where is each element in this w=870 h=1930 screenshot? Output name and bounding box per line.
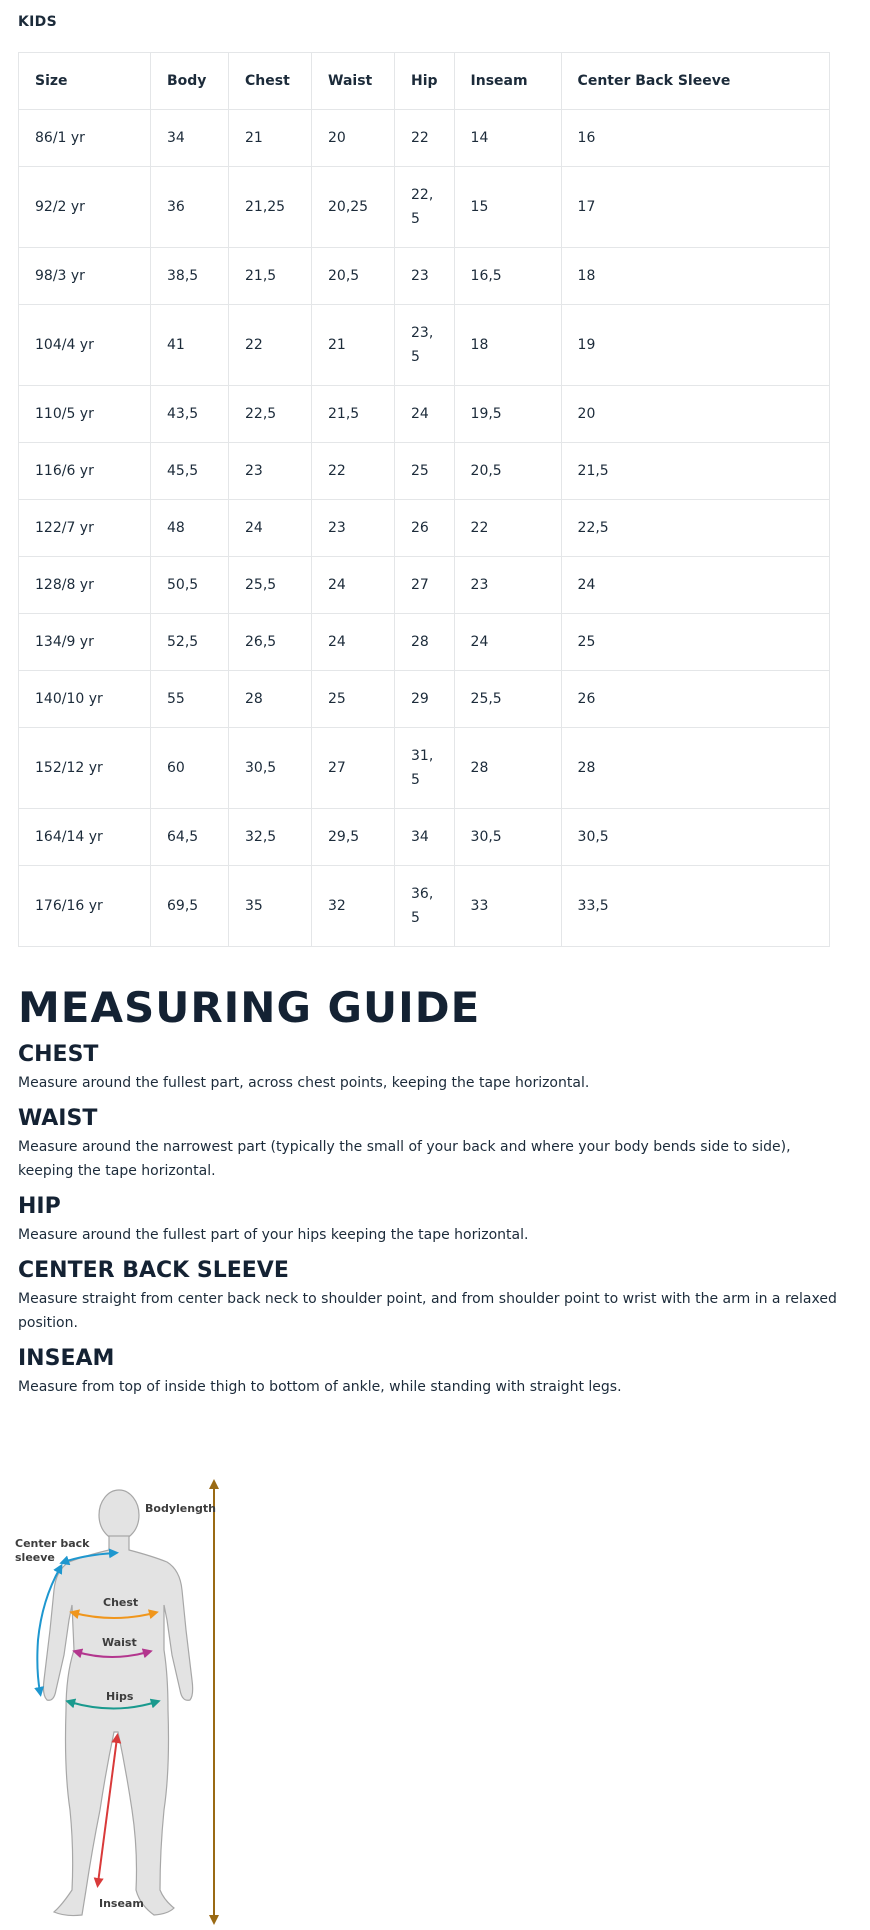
cell-body: 36: [151, 167, 229, 248]
cell-center-back-sleeve: 17: [561, 167, 829, 248]
cell-hip: 23: [395, 248, 455, 305]
cell-inseam: 14: [454, 110, 561, 167]
cell-chest: 23: [229, 443, 312, 500]
cell-body: 64,5: [151, 809, 229, 866]
cell-body: 38,5: [151, 248, 229, 305]
cell-size: 152/12 yr: [19, 728, 151, 809]
table-row: [19, 500, 830, 557]
cell-center-back-sleeve: 16: [561, 110, 829, 167]
cell-body: 69,5: [151, 866, 229, 947]
table-row: [19, 248, 830, 305]
guide-heading-center-back-sleeve: CENTER BACK SLEEVE: [18, 1258, 289, 1283]
section-label-kids: KIDS: [18, 14, 57, 30]
cell-waist: 29,5: [312, 809, 395, 866]
guide-item-center-back-sleeve: [18, 1257, 838, 1335]
table-row: [19, 614, 830, 671]
table-header-row: [19, 53, 830, 110]
cell-size: 92/2 yr: [19, 167, 151, 248]
bodylength-label: Bodylength: [145, 1502, 217, 1515]
cell-body: 34: [151, 110, 229, 167]
cell-center-back-sleeve: 24: [561, 557, 829, 614]
cell-waist: 25: [312, 671, 395, 728]
cell-size: 110/5 yr: [19, 386, 151, 443]
table-row: [19, 386, 830, 443]
guide-item-waist: [18, 1105, 838, 1183]
cell-inseam: 28: [454, 728, 561, 809]
table-row: [19, 557, 830, 614]
cell-center-back-sleeve: 26: [561, 671, 829, 728]
header-hip: Hip: [395, 53, 455, 110]
cell-center-back-sleeve: 33,5: [561, 866, 829, 947]
body-figure-svg: [14, 1470, 234, 1925]
header-body: Body: [151, 53, 229, 110]
cell-inseam: 15: [454, 167, 561, 248]
cell-hip: 34: [395, 809, 455, 866]
cell-chest: 22: [229, 305, 312, 386]
cell-waist: 23: [312, 500, 395, 557]
cell-body: 55: [151, 671, 229, 728]
cell-size: 128/8 yr: [19, 557, 151, 614]
sleeve-label-line2: sleeve: [15, 1551, 55, 1564]
cell-inseam: 30,5: [454, 809, 561, 866]
cell-body: 50,5: [151, 557, 229, 614]
guide-heading-hip: HIP: [18, 1194, 61, 1219]
cell-center-back-sleeve: 28: [561, 728, 829, 809]
cell-waist: 22: [312, 443, 395, 500]
cell-chest: 22,5: [229, 386, 312, 443]
measuring-figure: [14, 1470, 234, 1925]
header-chest: Chest: [229, 53, 312, 110]
cell-waist: 27: [312, 728, 395, 809]
sleeve-label-line1: Center back: [15, 1537, 90, 1550]
cell-chest: 30,5: [229, 728, 312, 809]
table-row: [19, 110, 830, 167]
cell-chest: 26,5: [229, 614, 312, 671]
cell-size: 86/1 yr: [19, 110, 151, 167]
cell-hip: 24: [395, 386, 455, 443]
cell-chest: 35: [229, 866, 312, 947]
cell-inseam: 20,5: [454, 443, 561, 500]
cell-center-back-sleeve: 22,5: [561, 500, 829, 557]
table-row: [19, 167, 830, 248]
hips-label: Hips: [106, 1690, 134, 1703]
cell-body: 48: [151, 500, 229, 557]
cell-body: 43,5: [151, 386, 229, 443]
guide-text-inseam: Measure from top of inside thigh to bottom of ankle, while standing with straight legs.: [18, 1379, 622, 1395]
header-size: Size: [19, 53, 151, 110]
measuring-guide: [18, 985, 838, 1399]
cell-waist: 20,25: [312, 167, 395, 248]
cell-size: 122/7 yr: [19, 500, 151, 557]
cell-center-back-sleeve: 20: [561, 386, 829, 443]
cell-inseam: 33: [454, 866, 561, 947]
guide-text-hip: Measure around the fullest part of your hips keeping the tape horizontal.: [18, 1227, 529, 1243]
guide-item-inseam: [18, 1345, 838, 1399]
guide-text-waist: Measure around the narrowest part (typically the small of your back and where your body bends side to side), keeping the tape horizontal.: [18, 1139, 791, 1179]
cell-center-back-sleeve: 19: [561, 305, 829, 386]
guide-heading-inseam: INSEAM: [18, 1346, 115, 1371]
cell-chest: 25,5: [229, 557, 312, 614]
guide-item-hip: [18, 1193, 838, 1247]
table-row: [19, 866, 830, 947]
cell-inseam: 19,5: [454, 386, 561, 443]
cell-waist: 32: [312, 866, 395, 947]
cell-chest: 21,5: [229, 248, 312, 305]
cell-size: 116/6 yr: [19, 443, 151, 500]
table-row: [19, 728, 830, 809]
cell-inseam: 24: [454, 614, 561, 671]
cell-waist: 21,5: [312, 386, 395, 443]
cell-hip: 26: [395, 500, 455, 557]
cell-inseam: 22: [454, 500, 561, 557]
cell-hip: 22,5: [395, 167, 455, 248]
cell-chest: 32,5: [229, 809, 312, 866]
cell-size: 164/14 yr: [19, 809, 151, 866]
cell-size: 134/9 yr: [19, 614, 151, 671]
cell-center-back-sleeve: 30,5: [561, 809, 829, 866]
inseam-label: Inseam: [99, 1897, 144, 1910]
cell-chest: 28: [229, 671, 312, 728]
guide-text-chest: Measure around the fullest part, across chest points, keeping the tape horizontal.: [18, 1075, 590, 1091]
cell-body: 45,5: [151, 443, 229, 500]
header-center-back-sleeve: Center Back Sleeve: [561, 53, 829, 110]
cell-hip: 28: [395, 614, 455, 671]
cell-waist: 24: [312, 614, 395, 671]
guide-heading-waist: WAIST: [18, 1106, 98, 1131]
cell-waist: 21: [312, 305, 395, 386]
table-row: [19, 809, 830, 866]
cell-size: 98/3 yr: [19, 248, 151, 305]
cell-hip: 22: [395, 110, 455, 167]
table-row: [19, 671, 830, 728]
size-chart-table: [18, 52, 830, 947]
cell-inseam: 16,5: [454, 248, 561, 305]
cell-size: 140/10 yr: [19, 671, 151, 728]
cell-hip: 23,5: [395, 305, 455, 386]
cell-chest: 21,25: [229, 167, 312, 248]
cell-size: 176/16 yr: [19, 866, 151, 947]
guide-item-chest: [18, 1041, 838, 1095]
guide-heading-chest: CHEST: [18, 1042, 99, 1067]
cell-center-back-sleeve: 25: [561, 614, 829, 671]
cell-waist: 20,5: [312, 248, 395, 305]
cell-inseam: 25,5: [454, 671, 561, 728]
cell-body: 52,5: [151, 614, 229, 671]
cell-waist: 24: [312, 557, 395, 614]
table-row: [19, 443, 830, 500]
chest-label: Chest: [103, 1596, 139, 1609]
guide-title: MEASURING GUIDE: [18, 983, 481, 1032]
cell-hip: 25: [395, 443, 455, 500]
cell-hip: 31,5: [395, 728, 455, 809]
table-row: [19, 305, 830, 386]
header-waist: Waist: [312, 53, 395, 110]
cell-center-back-sleeve: 18: [561, 248, 829, 305]
guide-text-center-back-sleeve: Measure straight from center back neck to shoulder point, and from shoulder point to wrist with the arm in a relaxed position.: [18, 1291, 837, 1331]
cell-inseam: 18: [454, 305, 561, 386]
cell-body: 41: [151, 305, 229, 386]
cell-chest: 24: [229, 500, 312, 557]
cell-hip: 29: [395, 671, 455, 728]
cell-hip: 27: [395, 557, 455, 614]
cell-inseam: 23: [454, 557, 561, 614]
waist-label: Waist: [102, 1636, 137, 1649]
cell-center-back-sleeve: 21,5: [561, 443, 829, 500]
cell-chest: 21: [229, 110, 312, 167]
header-inseam: Inseam: [454, 53, 561, 110]
cell-body: 60: [151, 728, 229, 809]
cell-size: 104/4 yr: [19, 305, 151, 386]
cell-waist: 20: [312, 110, 395, 167]
cell-hip: 36,5: [395, 866, 455, 947]
